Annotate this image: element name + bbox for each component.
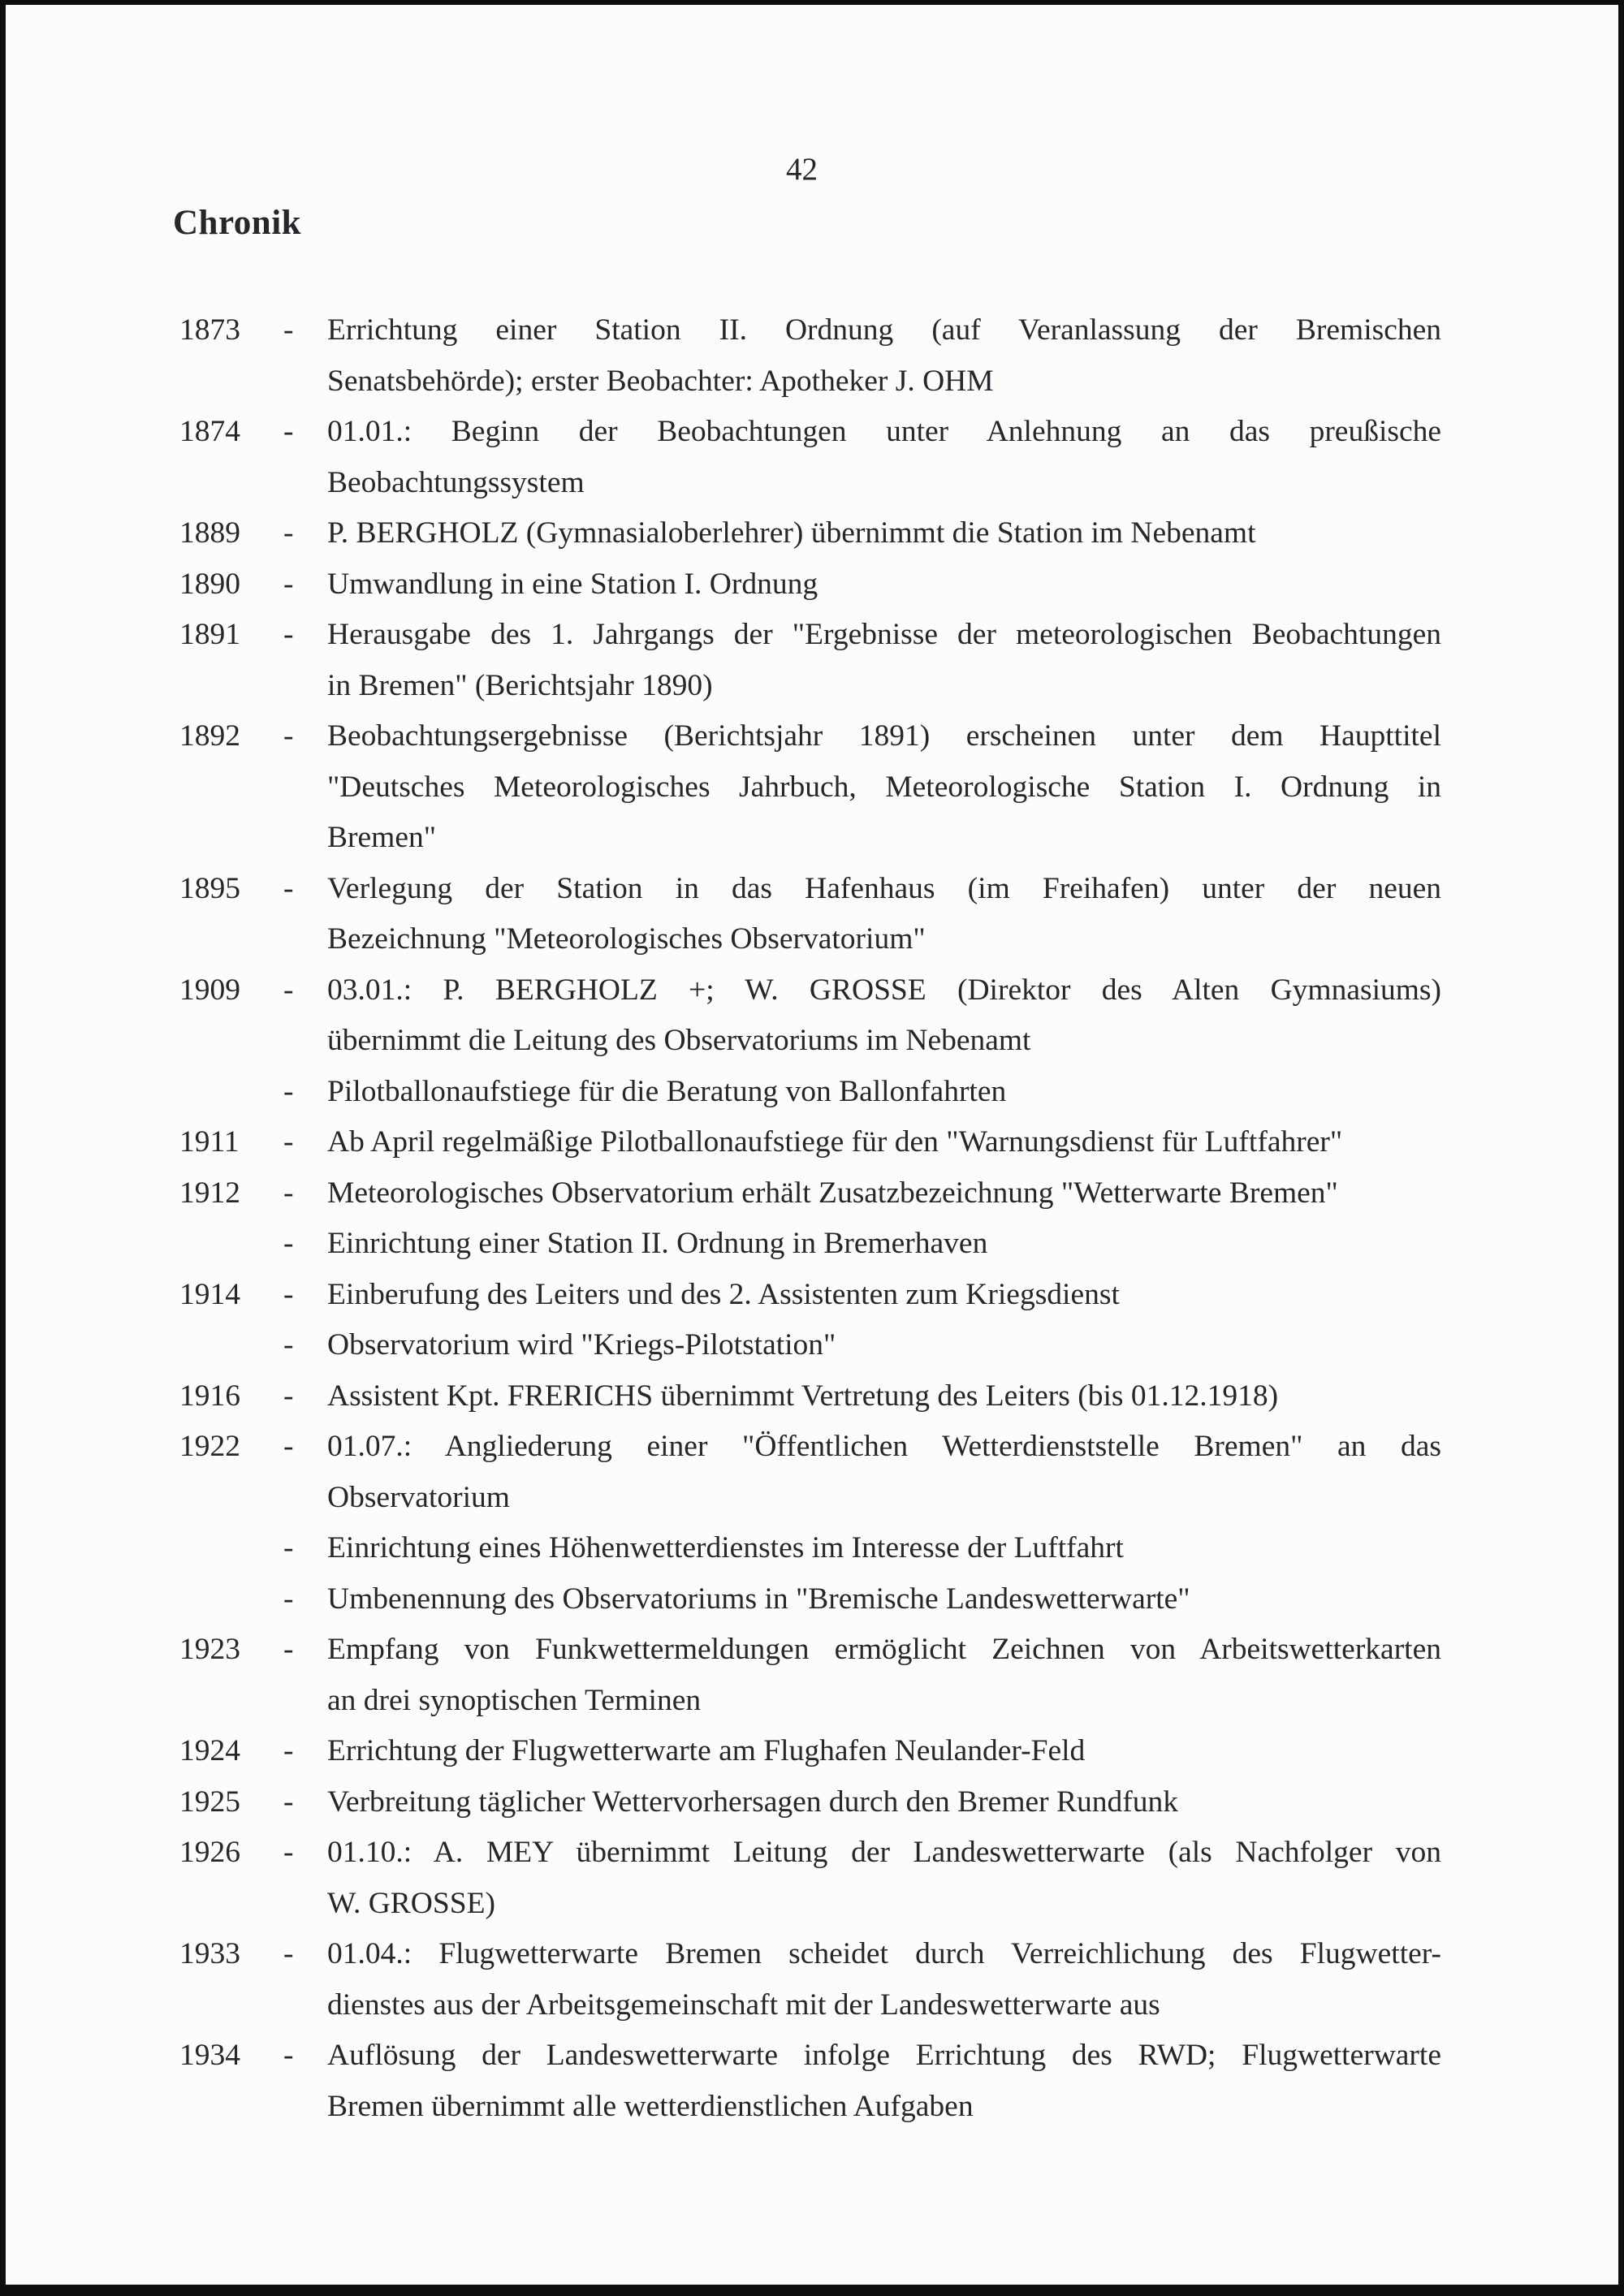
entry-dash: - (283, 1582, 294, 1616)
timeline-line (175, 965, 1441, 1016)
entry-dash: - (283, 871, 294, 905)
entry-dash: - (283, 719, 294, 753)
entry-text-line: 01.01.: Beginn der Beobachtungen unter Anlehnung an das preußische (327, 415, 1441, 448)
entry-text-line: Einrichtung eines Höhenwetterdienstes im Interesse der Luftfahrt (327, 1531, 1124, 1564)
entry-text-line: Herausgabe des 1. Jahrgangs der "Ergebnisse der meteorologischen Beobachtungen (327, 618, 1441, 651)
timeline-line (175, 1574, 1441, 1625)
entry-dash: - (283, 1074, 294, 1108)
page-number: 42 (786, 152, 818, 187)
timeline-line (175, 1929, 1441, 1980)
timeline-line (175, 1879, 1441, 1930)
timeline-line (175, 610, 1441, 661)
timeline-line (175, 1067, 1441, 1118)
entry-dash: - (283, 1176, 294, 1210)
entry-text-line: Bremen" (327, 821, 437, 854)
timeline-line (175, 1828, 1441, 1879)
entry-text-line: 03.01.: P. BERGHOLZ +; W. GROSSE (Direktor des Alten Gymnasiums) (327, 973, 1441, 1007)
timeline-line (175, 356, 1441, 408)
entry-text-line: Observatorium (327, 1480, 510, 1514)
entry-dash: - (283, 1531, 294, 1564)
entry-dash: - (283, 973, 294, 1007)
entry-dash: - (283, 1785, 294, 1819)
entry-dash (249, 1676, 327, 1727)
timeline-line (175, 813, 1441, 864)
entry-dash: - (283, 516, 294, 550)
entry-year: 1933 (179, 1937, 240, 1970)
entry-dash (249, 762, 327, 814)
entry-text-line: Assistent Kpt. FRERICHS übernimmt Vertretung des Leiters (bis 01.12.1918) (327, 1379, 1279, 1413)
entry-year: 1922 (179, 1430, 240, 1463)
entry-dash (249, 661, 327, 712)
entry-text-line: Pilotballonaufstiege für die Beratung von Ballonfahrten (327, 1074, 1007, 1108)
entry-text-line: Beobachtungssystem (327, 465, 585, 499)
scan-border-top (0, 0, 1624, 5)
timeline-line (175, 864, 1441, 915)
entry-dash: - (283, 618, 294, 651)
entry-text-line: übernimmt die Leitung des Observatoriums im Nebenamt (327, 1024, 1031, 1057)
timeline-line (175, 458, 1441, 509)
entry-text-line: Beobachtungsergebnisse (Berichtsjahr 1891) erscheinen unter dem Haupttitel (327, 719, 1441, 753)
entry-text-line: Auflösung der Landeswetterwarte infolge Errichtung des RWD; Flugwetterwarte (327, 2039, 1441, 2072)
timeline-line (175, 1371, 1441, 1422)
entry-text-line: Errichtung einer Station II. Ordnung (auf Veranlassung der Bremischen (327, 313, 1441, 347)
entry-dash (249, 356, 327, 408)
entry-year (175, 356, 249, 408)
entry-year: 1911 (179, 1125, 240, 1159)
timeline-line (175, 914, 1441, 965)
entry-dash (249, 1879, 327, 1930)
scan-border-bottom (0, 2285, 1624, 2296)
timeline-line (175, 1219, 1441, 1270)
timeline-line (175, 1625, 1441, 1676)
entry-text-line: Verbreitung täglicher Wettervorhersagen durch den Bremer Rundfunk (327, 1785, 1179, 1819)
entry-year: 1891 (179, 618, 240, 651)
entry-text-line: Meteorologisches Observatorium erhält Zusatzbezeichnung "Wetterwarte Bremen" (327, 1176, 1338, 1210)
entry-text-line: Errichtung der Flugwetterwarte am Flughafen Neulander-Feld (327, 1734, 1086, 1767)
scan-border-right (1618, 0, 1624, 2296)
entry-text-line: Verlegung der Station in das Hafenhaus (im Freihafen) unter der neuen (327, 871, 1441, 905)
entry-year: 1895 (179, 871, 240, 905)
entry-year: 1873 (179, 313, 240, 347)
timeline-line (175, 559, 1441, 611)
timeline-line (175, 661, 1441, 712)
entry-year (175, 1676, 249, 1727)
entry-year: 1874 (179, 415, 240, 448)
timeline-line (175, 2031, 1441, 2082)
entry-year (175, 1523, 249, 1574)
entry-dash: - (283, 415, 294, 448)
entry-year: 1924 (179, 1734, 240, 1767)
entry-year: 1934 (179, 2039, 240, 2072)
timeline-line (175, 305, 1441, 356)
timeline-line (175, 1117, 1441, 1168)
entry-dash (249, 2082, 327, 2133)
entry-text-line: Senatsbehörde); erster Beobachter: Apotheker J. OHM (327, 364, 994, 398)
entry-text-line: dienstes aus der Arbeitsgemeinschaft mit der Landeswetterwarte aus (327, 1987, 1160, 2022)
entry-text-line: an drei synoptischen Terminen (327, 1683, 702, 1717)
timeline-line (175, 1016, 1441, 1067)
entry-text-line: Einrichtung einer Station II. Ordnung in Bremerhaven (327, 1227, 988, 1260)
entry-text-line: P. BERGHOLZ (Gymnasialoberlehrer) übernimmt die Station im Nebenamt (327, 516, 1256, 550)
timeline-line (175, 762, 1441, 814)
timeline-line (175, 1270, 1441, 1321)
entry-dash: - (283, 1277, 294, 1311)
entry-text-line: 01.04.: Flugwetterwarte Bremen scheidet durch Verreichlichung des Flugwetter- (327, 1937, 1441, 1970)
entry-dash (249, 1016, 327, 1067)
entry-year (175, 661, 249, 712)
entry-dash (249, 1980, 327, 2031)
chronicle-timeline (175, 305, 1441, 2132)
entry-year (175, 1320, 249, 1371)
entry-text-line: 01.10.: A. MEY übernimmt Leitung der Landeswetterwarte (als Nachfolger von (327, 1836, 1441, 1869)
entry-year (175, 2082, 249, 2133)
entry-dash: - (283, 1937, 294, 1970)
entry-dash: - (283, 1328, 294, 1362)
timeline-line (175, 1473, 1441, 1524)
entry-dash (249, 813, 327, 864)
entry-year (175, 1016, 249, 1067)
entry-year (175, 1879, 249, 1930)
entry-dash: - (283, 2039, 294, 2072)
entry-year (175, 762, 249, 814)
entry-year (175, 1219, 249, 1270)
timeline-line (175, 1676, 1441, 1727)
page-title: Chronik (173, 204, 302, 242)
entry-text-line: Bremen übernimmt alle wetterdienstlichen Aufgaben (327, 2089, 974, 2123)
entry-dash: - (283, 1633, 294, 1666)
entry-dash: - (283, 1379, 294, 1413)
entry-year: 1912 (179, 1176, 240, 1210)
timeline-line (175, 711, 1441, 762)
entry-text-line: W. GROSSE) (327, 1886, 495, 1920)
entry-year: 1916 (179, 1379, 240, 1413)
entry-dash: - (283, 313, 294, 347)
entry-dash: - (283, 1430, 294, 1463)
entry-year: 1889 (179, 516, 240, 550)
timeline-line (175, 1422, 1441, 1473)
entry-year (175, 1574, 249, 1625)
entry-year: 1925 (179, 1785, 240, 1819)
entry-year (175, 1473, 249, 1524)
entry-dash: - (283, 1125, 294, 1159)
entry-year (175, 813, 249, 864)
entry-year (175, 914, 249, 965)
entry-dash (249, 1473, 327, 1524)
entry-year: 1909 (179, 973, 240, 1007)
entry-text-line: Empfang von Funkwettermeldungen ermöglicht Zeichnen von Arbeitswetterkarten (327, 1633, 1441, 1666)
entry-text-line: Umbenennung des Observatoriums in "Bremische Landeswetterwarte" (327, 1582, 1190, 1616)
timeline-line (175, 1320, 1441, 1371)
entry-year: 1890 (179, 567, 240, 601)
scan-border-left (0, 0, 6, 2296)
entry-year: 1892 (179, 719, 240, 753)
entry-text-line: Bezeichnung "Meteorologisches Observatorium" (327, 922, 926, 956)
entry-year: 1926 (179, 1836, 240, 1869)
entry-dash: - (283, 1836, 294, 1869)
timeline-line (175, 1777, 1441, 1828)
entry-text-line: Ab April regelmäßige Pilotballonaufstiege für den "Warnungsdienst für Luftfahrer" (327, 1125, 1343, 1159)
entry-dash: - (283, 1227, 294, 1260)
entry-year (175, 1067, 249, 1118)
timeline-line (175, 1523, 1441, 1574)
entry-text-line: in Bremen" (Berichtsjahr 1890) (327, 668, 713, 702)
entry-year (175, 1980, 249, 2031)
entry-text-line: "Deutsches Meteorologisches Jahrbuch, Meteorologische Station I. Ordnung in (327, 770, 1441, 804)
entry-text-line: 01.07.: Angliederung einer "Öffentlichen Wetterdienststelle Bremen" an das (327, 1430, 1441, 1463)
timeline-line (175, 407, 1441, 458)
timeline-line (175, 2082, 1441, 2133)
entry-text-line: Umwandlung in eine Station I. Ordnung (327, 567, 818, 601)
entry-year: 1914 (179, 1277, 240, 1311)
timeline-line (175, 1168, 1441, 1219)
entry-year (175, 458, 249, 509)
timeline-line (175, 508, 1441, 559)
entry-year: 1923 (179, 1633, 240, 1666)
entry-dash: - (283, 567, 294, 601)
entry-dash (249, 458, 327, 509)
entry-text-line: Einberufung des Leiters und des 2. Assistenten zum Kriegsdienst (327, 1277, 1120, 1311)
entry-text-line: Observatorium wird "Kriegs-Pilotstation" (327, 1328, 836, 1362)
entry-dash: - (283, 1734, 294, 1767)
timeline-line (175, 1726, 1441, 1777)
timeline-line (175, 1980, 1441, 2031)
entry-dash (249, 914, 327, 965)
